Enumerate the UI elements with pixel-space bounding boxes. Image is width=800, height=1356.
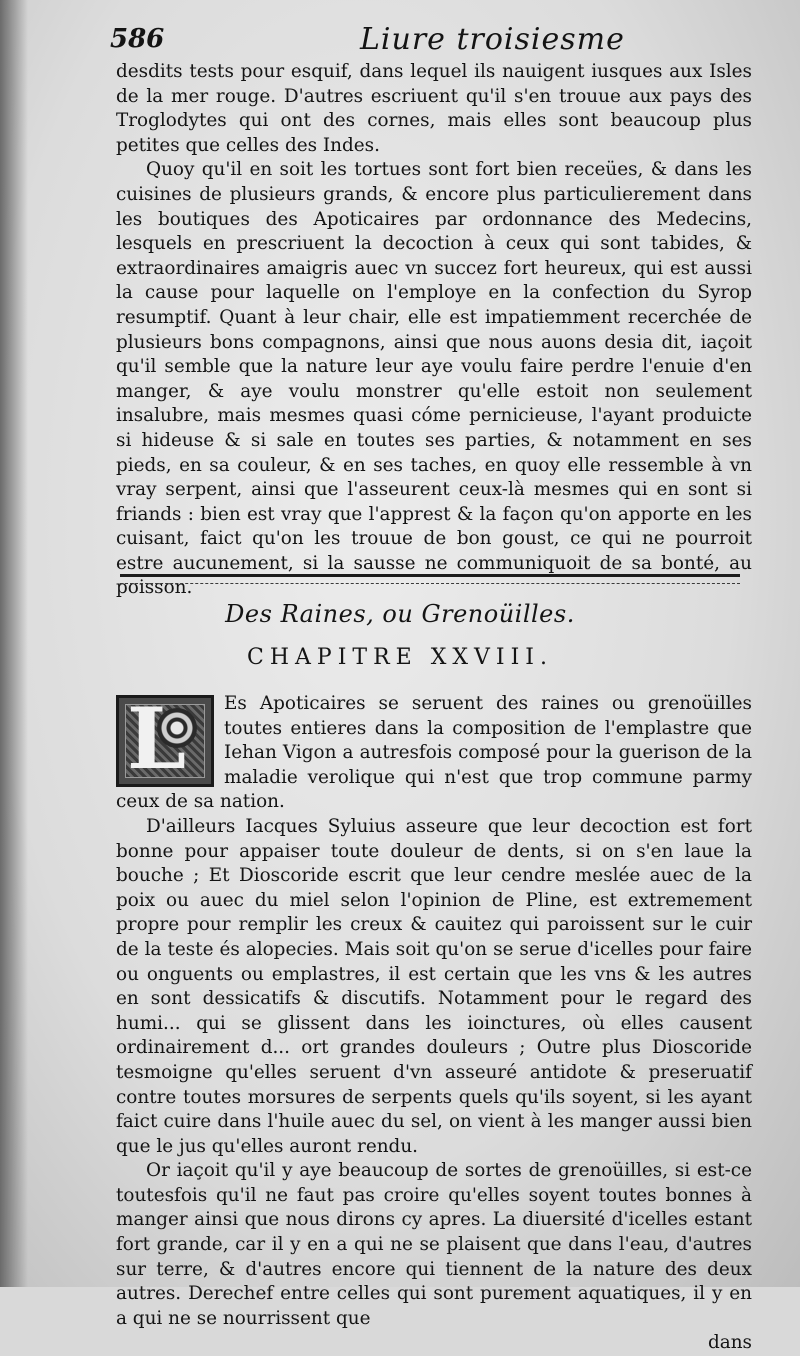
- section-divider: [120, 574, 740, 584]
- paragraph: D'ailleurs Iacques Syluius asseure que leur decoction est fort bonne pour appaiser toute douleur de dents, si on s'en laue la bouche ; Et Dioscoride escrit que leur cendre meslée auec de la poix ou auec du miel selon l'opinion de Pline, est extremement propre pour remplir les creux & cauitez qui paroissent sur le cuir de la teste és alopecies. Mais soit qu'on se serue d'icelles pour faire ou onguents ou emplastres, il est certain que les vns & les autres en sont dessicatifs & discutifs. Notamment pour le regard des humi... qui se glissent dans les ioinctures, où elles causent ordinairement d... ort grandes douleurs ; Outre plus Dioscoride tesmoigne qu'elles seruent d'vn asseuré antidote & preseruatif contre toutes morsures de serpents quels qu'ils soyent, si les ayant faict cuire dans l'huile auec du sel, on vient à les manger aussi bien que le jus qu'elles auront rendu.: [116, 815, 752, 1157]
- chapter-text-block: [116, 689, 752, 1356]
- top-text-block: [116, 60, 752, 601]
- paragraph: Es Apoticaires se seruent des raines ou grenoüilles toutes entieres dans la composition de l'emplastre que Iehan Vigon a autresfois composé pour la guerison de la maladie verolique qui n'est que trop commune parmy ceux de sa nation.: [116, 693, 752, 813]
- paragraph: Quoy qu'il en soit les tortues sont fort bien receües, & dans les cuisines de plusieurs grands, & encore plus particulierement dans les boutiques des Apoticaires par ordonnance des Medecins, lesquels en prescriuent la decoction à ceux qui sont tabides, & extraordinaires amaigris auec vn succez fort heureux, qui est aussi la cause pour laquelle on l'employe en la confection du Syrop resumptif. Quant à leur chair, elle est impatiemment recerchée de plusieurs bons compagnons, ainsi que nous auons desia dit, iaçoit qu'il semble que la nature leur aye voulu faire perdre l'enuie d'en manger, & aye voulu monstrer qu'elle estoit non seulement insalubre, mais mesmes quasi cóme pernicieuse, l'ayant produicte si hideuse & si sale en toutes ses parties, & notamment en ses pieds, en sa couleur, & en ses taches, en quoy elle ressemble à vn vray serpent, ainsi que l'asseurent ceux-là mesmes qui en sont si friands : bien est vray que l'apprest & la façon qu'on apporte en les cuisant, faict qu'on les trouue de bon goust, ce qui ne pourroit estre aucunement, si la sausse ne communiquoit de sa bonté, au poisson.: [116, 159, 752, 599]
- paragraph: Or iaçoit qu'il y aye beaucoup de sortes de grenoüilles, si est-ce toutesfois qu'il ne faut pas croire qu'elles soyent toutes bonnes à manger ainsi que nous dirons cy apres. La diuersité d'icelles estant fort grande, car il y en a qui ne se plaisent que dans l'eau, d'autres sur terre, & d'autres encore qui tiennent de la nature des deux autres. Derechef entre celles qui sont purement aquatiques, il y en a qui ne se nourrissent que: [116, 1160, 752, 1329]
- page-header: [110, 22, 750, 62]
- paragraph: desdits tests pour esquif, dans lequel ils nauigent iusques aux Isles de la mer rouge. D'autres escriuent qu'il s'en trouue aux pays des Troglodytes qui ont des cornes, mais elles sont beaucoup plus petites que celles des Indes.: [116, 61, 752, 156]
- page-number: 586: [110, 24, 165, 54]
- chapter-heading: Des Raines, ou Grenoüilles.: [225, 600, 575, 628]
- dropcap-letter: L: [127, 689, 187, 788]
- ornamental-dropcap: [116, 689, 214, 788]
- running-title: Liure troisiesme: [360, 22, 625, 57]
- chapter-number: CHAPITRE XXVIII.: [247, 645, 553, 670]
- catchword: dans: [707, 1332, 752, 1354]
- catchword-line: [116, 1331, 752, 1356]
- gutter-shadow: [0, 0, 28, 1287]
